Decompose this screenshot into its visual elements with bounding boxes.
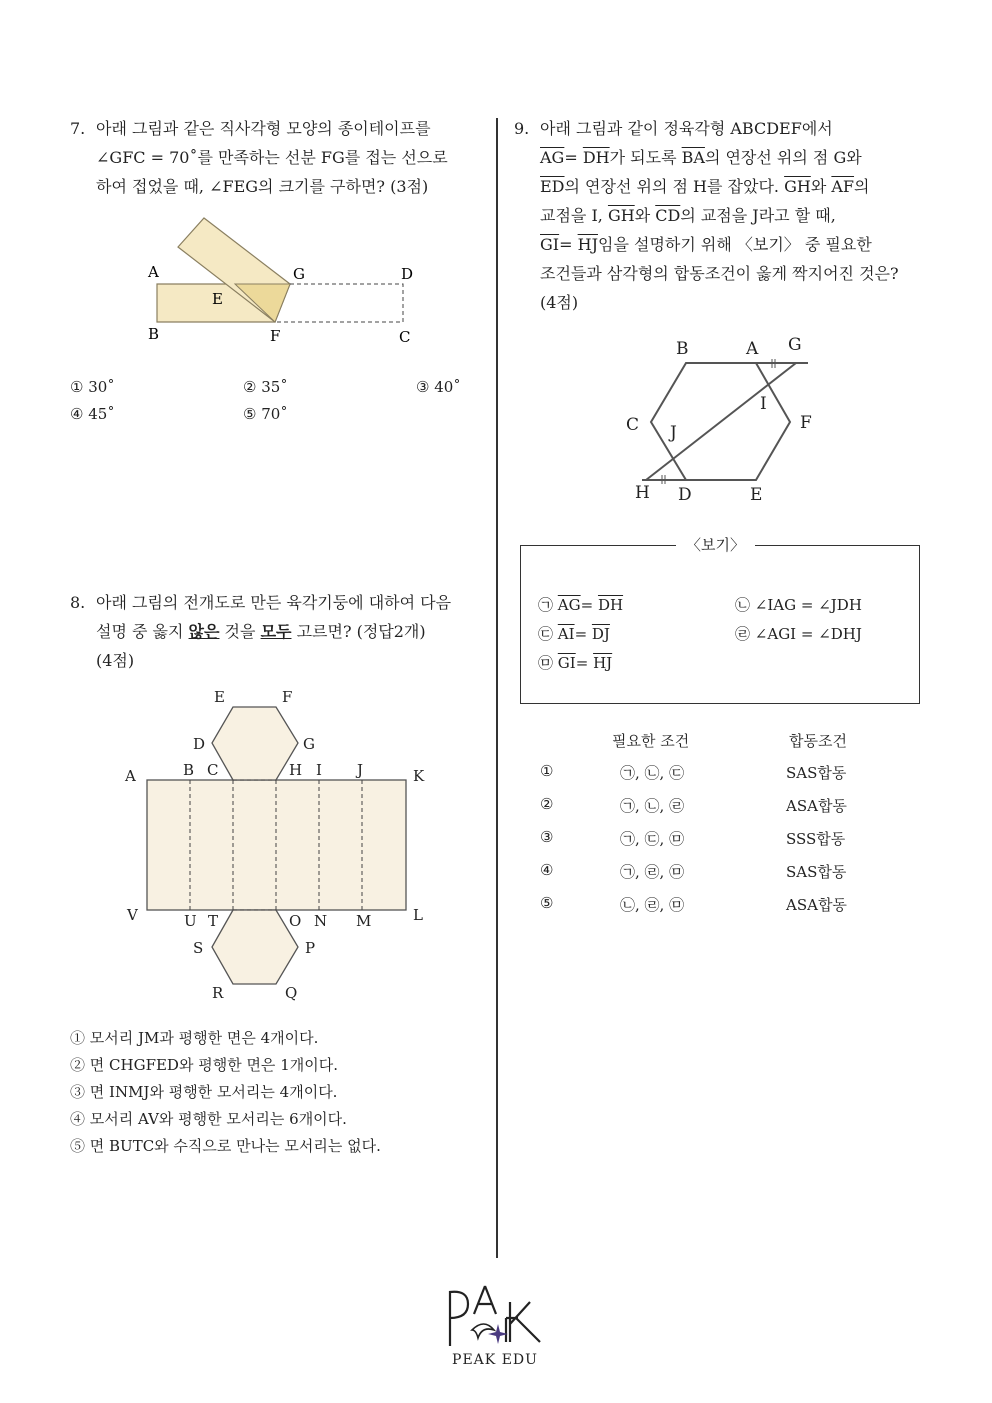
q8-choice-4[interactable]: ④ 모서리 AV와 평행한 모서리는 6개이다. <box>70 1110 347 1128</box>
label-B: B <box>676 339 689 359</box>
label-S: S <box>193 939 204 957</box>
label-I: I <box>316 761 322 779</box>
question-number: 7. <box>70 119 86 138</box>
q7-choice-4[interactable]: ④ 45˚ <box>70 405 115 423</box>
label-A: A <box>125 767 136 785</box>
table-header-congruence: 합동조건 <box>789 732 847 750</box>
column-divider <box>496 118 498 1258</box>
bogi-item-4: ㉣ ∠AGI = ∠DHJ <box>735 625 862 643</box>
label-A: A <box>746 339 759 359</box>
label-C: C <box>399 328 411 346</box>
label-O: O <box>289 912 302 930</box>
hexagon-figure <box>620 330 820 510</box>
q7-choice-2[interactable]: ② 35˚ <box>243 378 288 396</box>
equal-length-tick-marks <box>662 359 775 484</box>
label-K: K <box>413 767 425 785</box>
q7-choice-5[interactable]: ⑤ 70˚ <box>243 405 288 423</box>
table-header-condition: 필요한 조건 <box>612 732 690 750</box>
bogi-title: 〈보기〉 <box>676 536 755 554</box>
net-bottom-hexagon <box>212 910 298 984</box>
label-J: J <box>357 761 364 779</box>
label-U: U <box>184 912 197 930</box>
bogi-item-2: ㉡ ∠IAG = ∠JDH <box>735 596 862 614</box>
label-G: G <box>303 735 315 753</box>
question-number: 8. <box>70 593 86 612</box>
label-T: T <box>208 912 219 930</box>
label-V: V <box>127 906 138 924</box>
label-E: E <box>212 290 223 308</box>
bogi-item-3: ㉢ $\overline{AI}= \overline{DJ}$ <box>538 625 610 643</box>
q8-choice-5[interactable]: ⑤ 면 BUTC와 수직으로 만나는 모서리는 없다. <box>70 1137 381 1155</box>
label-Q: Q <box>285 984 298 1002</box>
label-H: H <box>635 483 650 503</box>
bogi-item-5: ㉤ $\overline{GI}= \overline{HJ}$ <box>538 654 613 672</box>
label-M: M <box>356 912 372 930</box>
q8-choice-1[interactable]: ① 모서리 JM과 평행한 면은 4개이다. <box>70 1029 319 1047</box>
q8-choice-3[interactable]: ③ 면 INMJ와 평행한 모서리는 4개이다. <box>70 1083 338 1101</box>
label-J: J <box>670 423 677 443</box>
line-GH <box>646 363 796 480</box>
label-N: N <box>314 912 328 930</box>
question-9-text: 9. 아래 그림과 같이 정육각형 ABCDEF에서 $\overline{AG}= \overline{DH}$가 되도록 $\overline{BA}$의 연장선 위의 점 G와 $\overline{ED}$의 연장선 위의 점 H를 잡았다. $\overline{GH}$와 $\overline{AF}$의 교점을 I, $\overline{GH}$와 $\overline{CD}$의 교점을 J라고 할 때, $\overline{GI}= \overline{HJ}$임을 설명하기 위해 〈보기〉 중 필요한 조건들과 삼각형의 합동조건이 옳게 짝지어진 것은? (4점) <box>514 114 934 317</box>
label-F: F <box>800 413 812 433</box>
question-7-text: 7. 아래 그림과 같은 직사각형 모양의 종이테이프를 ∠GFC = 70˚를 만족하는 선분 FG를 접는 선으로 하여 접었을 때, ∠FEG의 크기를 구하면? (3점) <box>70 114 480 201</box>
label-I: I <box>760 394 767 414</box>
label-E: E <box>750 485 763 505</box>
logo-caption: PEAK EDU <box>452 1352 538 1368</box>
bogi-item-1: ㉠ $\overline{AG}= \overline{DH}$ <box>538 596 624 614</box>
emphasis-all: 모두 <box>260 622 292 641</box>
label-G: G <box>788 335 802 355</box>
label-G: G <box>293 265 305 283</box>
label-P: P <box>305 939 316 957</box>
hexagonal-prism-net-figure <box>115 680 445 1010</box>
q7-choice-3[interactable]: ③ 40˚ <box>416 378 461 396</box>
label-C: C <box>626 415 640 435</box>
q7-choice-1[interactable]: ① 30˚ <box>70 378 115 396</box>
folded-tape-figure <box>140 210 430 350</box>
label-B: B <box>148 325 160 343</box>
q8-choice-2[interactable]: ② 면 CHGFED와 평행한 면은 1개이다. <box>70 1056 338 1074</box>
label-B: B <box>183 761 195 779</box>
label-A: A <box>148 263 159 281</box>
label-H: H <box>289 761 303 779</box>
peak-logo-icon <box>440 1278 552 1350</box>
emphasis-not: 않은 <box>188 622 220 641</box>
label-D: D <box>678 485 692 505</box>
label-C: C <box>207 761 219 779</box>
net-top-hexagon <box>212 707 298 780</box>
label-E: E <box>214 688 225 706</box>
label-L: L <box>413 906 423 924</box>
label-F: F <box>270 327 281 345</box>
label-R: R <box>212 984 224 1002</box>
label-D: D <box>401 265 414 283</box>
question-number: 9. <box>514 119 530 138</box>
label-D: D <box>193 735 206 753</box>
question-8-text: 8. 아래 그림의 전개도로 만든 육각기둥에 대하여 다음 설명 중 옳지 않은 것을 모두 고르면? (정답2개) (4점) <box>70 588 490 675</box>
label-F: F <box>282 688 293 706</box>
tape-original-outline <box>275 284 403 322</box>
